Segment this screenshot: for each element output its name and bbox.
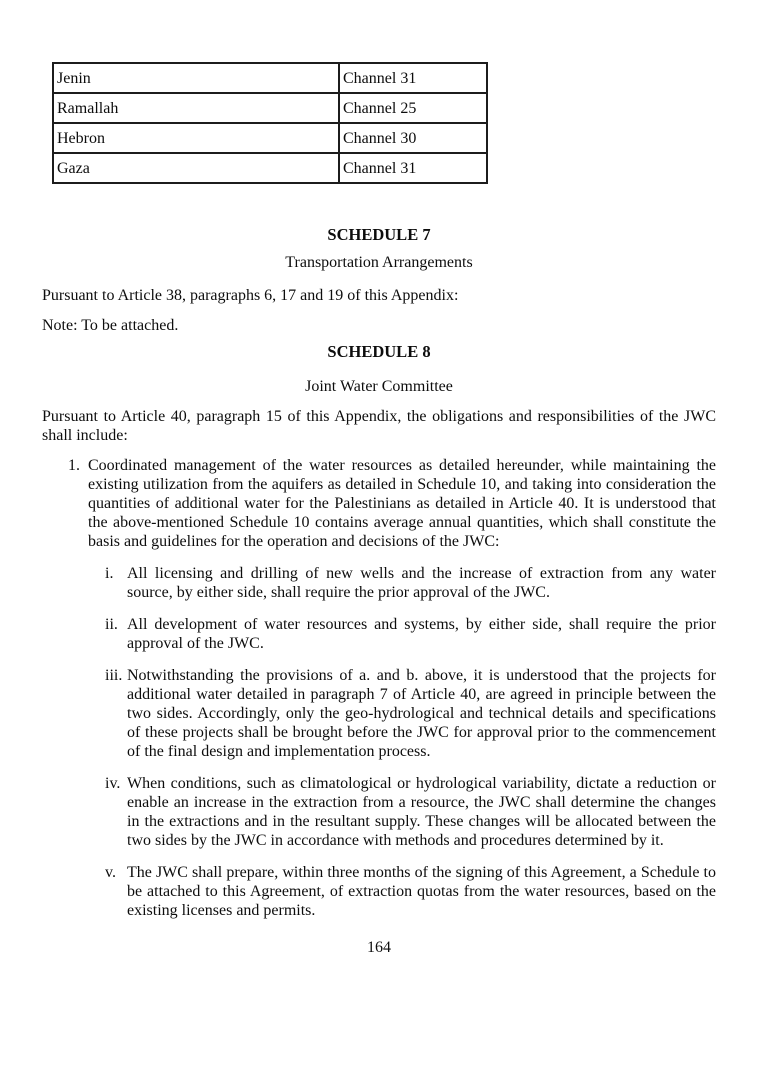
table-row bbox=[53, 153, 487, 183]
list-item-iv bbox=[105, 774, 716, 850]
channel-cell: Channel 31 bbox=[339, 63, 487, 93]
list-item-iv-text: When conditions, such as climatological or hydrological variability, dictate a reduction or enable an increase in the extraction from a resource, the JWC shall determine the changes in the extractions and in the resultant supply. These changes will be allocated between the two sides by the JWC in accordance with methods and procedures determined by it. bbox=[127, 775, 716, 849]
list-item-i-text: All licensing and drilling of new wells and the increase of extraction from any water source, by either side, shall require the prior approval of the JWC. bbox=[127, 565, 716, 601]
table-row bbox=[53, 93, 487, 123]
page-number: 164 bbox=[367, 939, 391, 956]
list-item-iii-text: Notwithstanding the provisions of a. and b. above, it is understood that the projects for additional water detailed in paragraph 7 of Article 40, are agreed in principle between the two sides. Accordingly, only the geo-hydrological and technical details and specifications of these projects shall be brought before the JWC for approval prior to the commencement of the final design and implementation process. bbox=[127, 667, 716, 760]
channel-table bbox=[52, 62, 488, 184]
list-item-1 bbox=[68, 456, 716, 551]
list-item-v-marker: v. bbox=[105, 864, 116, 881]
location-cell: Ramallah bbox=[53, 93, 339, 123]
list-item-iv-marker: iv. bbox=[105, 775, 121, 792]
schedule8-pursuant: Pursuant to Article 40, paragraph 15 of this Appendix, the obligations and responsibilities of the JWC shall include: bbox=[42, 408, 716, 444]
schedule7-title: SCHEDULE 7 bbox=[327, 225, 431, 244]
list-item-iii bbox=[105, 666, 716, 761]
schedule7-note: Note: To be attached. bbox=[42, 317, 179, 334]
schedule8-subtitle: Joint Water Committee bbox=[305, 378, 453, 395]
list-item-v-text: The JWC shall prepare, within three months of the signing of this Agreement, a Schedule to be attached to this Agreement, of extraction quotas from the water resources, based on the existing licenses and permits. bbox=[127, 864, 716, 919]
list-item-v bbox=[105, 863, 716, 920]
channel-cell: Channel 25 bbox=[339, 93, 487, 123]
channel-cell: Channel 30 bbox=[339, 123, 487, 153]
list-item-i-marker: i. bbox=[105, 565, 114, 582]
schedule8-title: SCHEDULE 8 bbox=[327, 342, 431, 361]
table-row bbox=[53, 63, 487, 93]
location-cell: Hebron bbox=[53, 123, 339, 153]
list-item-ii-text: All development of water resources and systems, by either side, shall require the prior approval of the JWC. bbox=[127, 616, 716, 652]
list-item-ii bbox=[105, 615, 716, 653]
table-row bbox=[53, 123, 487, 153]
list-item-1-marker: 1. bbox=[68, 457, 80, 474]
list-item-1-text: Coordinated management of the water resources as detailed hereunder, while maintaining the existing utilization from the aquifers as detailed in Schedule 10, and taking into consideration the quantities of additional water for the Palestinians as detailed in Article 40. It is understood that the above-mentioned Schedule 10 contains average annual quantities, which shall constitute the basis and guidelines for the operation and decisions of the JWC: bbox=[88, 457, 716, 550]
list-item-iii-marker: iii. bbox=[105, 667, 123, 684]
location-cell: Gaza bbox=[53, 153, 339, 183]
list-item-i bbox=[105, 564, 716, 602]
schedule7-subtitle: Transportation Arrangements bbox=[285, 254, 473, 271]
list-item-ii-marker: ii. bbox=[105, 616, 118, 633]
schedule7-pursuant: Pursuant to Article 38, paragraphs 6, 17 and 19 of this Appendix: bbox=[42, 287, 459, 304]
location-cell: Jenin bbox=[53, 63, 339, 93]
channel-cell: Channel 31 bbox=[339, 153, 487, 183]
